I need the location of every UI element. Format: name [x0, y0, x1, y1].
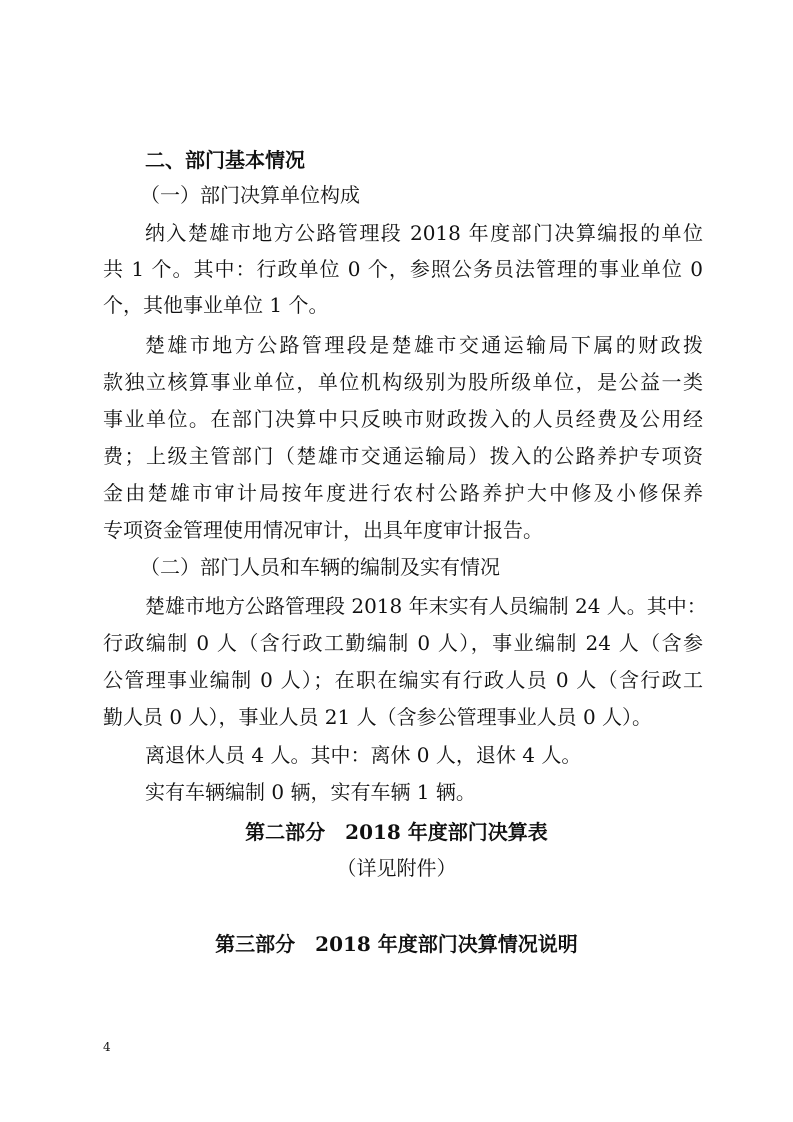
paragraph-line: 勤人员 0 人），事业人员 21 人（含参公管理事业人员 0 人）。 [103, 705, 653, 729]
paragraph-line: 离退休人员 4 人。其中：离休 0 人，退休 4 人。 [145, 743, 582, 767]
paragraph-line: 共 1 个。其中：行政单位 0 个，参照公务员法管理的事业单位 0 [103, 257, 703, 281]
subsection-title-1: （一）部门决算单位构成 [140, 183, 360, 207]
part2-note: （详见附件） [336, 856, 457, 880]
part3-title: 第三部分 2018 年度部门决算情况说明 [215, 932, 578, 956]
paragraph-line: 个，其他事业单位 1 个。 [103, 293, 329, 317]
paragraph-line: 楚雄市地方公路管理段是楚雄市交通运输局下属的财政拨 [145, 333, 703, 357]
paragraph-line: 公管理事业编制 0 人）；在职在编实有行政人员 0 人（含行政工 [103, 668, 703, 692]
part2-title: 第二部分 2018 年度部门决算表 [245, 820, 548, 844]
subsection-title-2: （二）部门人员和车辆的编制及实有情况 [140, 555, 500, 579]
section-heading: 二、部门基本情况 [145, 148, 305, 172]
paragraph-line: 专项资金管理使用情况审计，出具年度审计报告。 [103, 518, 543, 542]
page-number: 4 [103, 1040, 111, 1054]
paragraph-line: 纳入楚雄市地方公路管理段 2018 年度部门决算编报的单位 [145, 221, 703, 245]
paragraph-line: 事业单位。在部门决算中只反映市财政拨入的人员经费及公用经 [103, 407, 703, 431]
paragraph-line: 行政编制 0 人（含行政工勤编制 0 人），事业编制 24 人（含参 [103, 631, 703, 655]
paragraph-line: 费；上级主管部门（楚雄市交通运输局）拨入的公路养护专项资 [103, 444, 703, 468]
paragraph-line: 实有车辆编制 0 辆，实有车辆 1 辆。 [145, 780, 476, 804]
paragraph-line: 金由楚雄市审计局按年度进行农村公路养护大中修及小修保养 [103, 481, 703, 505]
paragraph-line: 楚雄市地方公路管理段 2018 年末实有人员编制 24 人。其中： [145, 594, 707, 618]
paragraph-line: 款独立核算事业单位，单位机构级别为股所级单位，是公益一类 [103, 370, 703, 394]
